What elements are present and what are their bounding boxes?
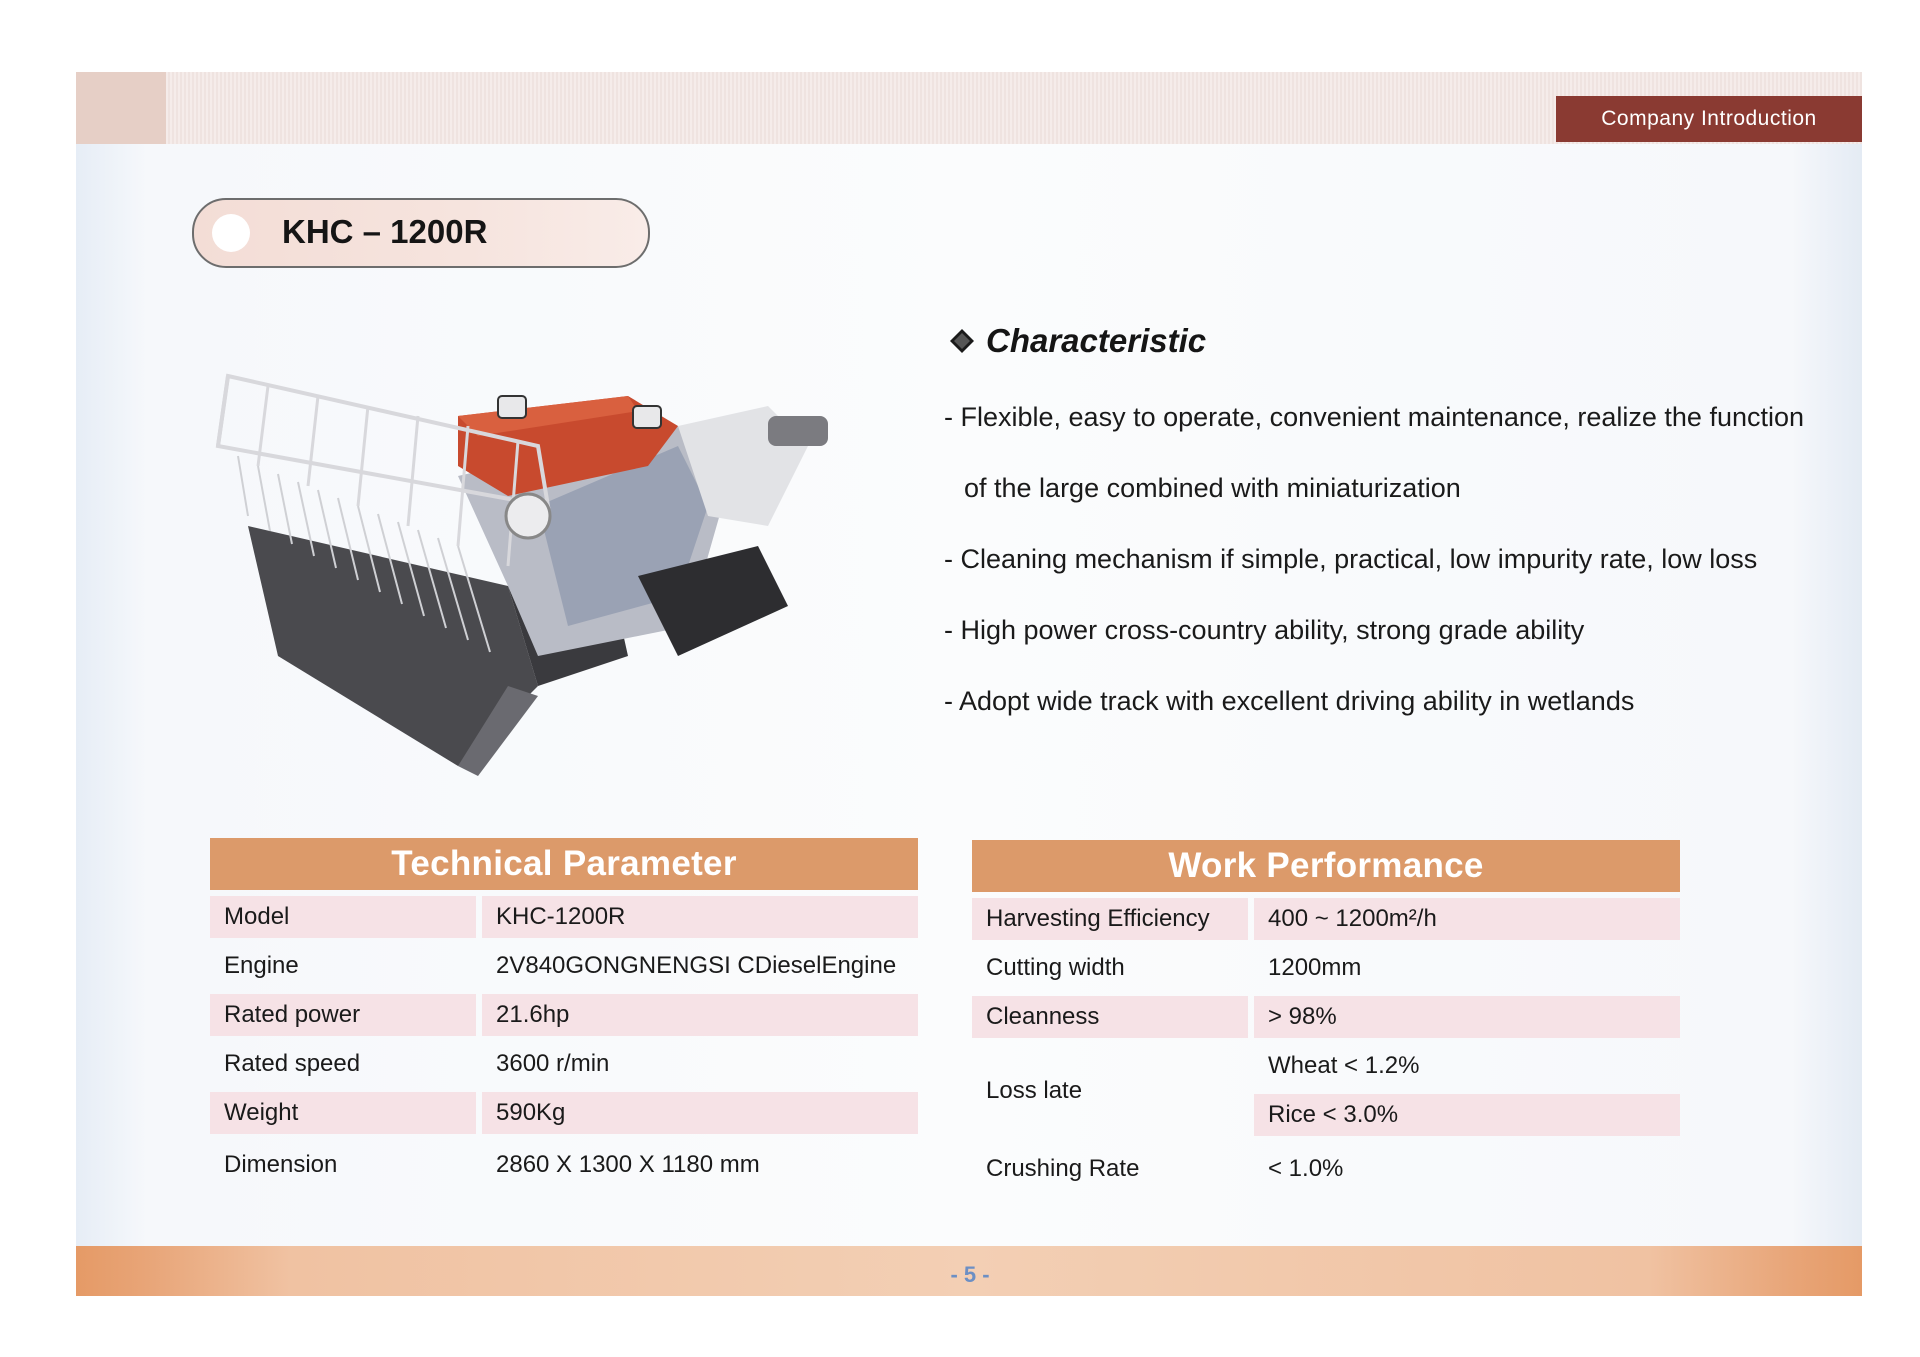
performance-label: Cleanness	[972, 996, 1248, 1038]
characteristic-line-1: - Flexible, easy to operate, convenient maintenance, realize the function	[944, 402, 1805, 432]
performance-value-wheat: Wheat < 1.2%	[1268, 1052, 1420, 1079]
table-row	[210, 896, 918, 938]
technical-value: 3600 r/min	[496, 1050, 610, 1077]
characteristic-title	[948, 322, 1206, 360]
performance-value-rice: Rice < 3.0%	[1254, 1094, 1680, 1136]
table-row	[210, 945, 918, 987]
performance-label: Cutting width	[986, 954, 1125, 981]
company-introduction-tab[interactable]: Company Introduction	[1556, 96, 1862, 142]
technical-value: 2860 X 1300 X 1180 mm	[496, 1151, 760, 1178]
page-number: - 5 -	[950, 1262, 990, 1287]
diamond-bullet-icon	[948, 327, 976, 355]
table-row	[972, 996, 1680, 1038]
characteristic-line-4: - High power cross-country ability, strong grade ability	[944, 615, 1585, 645]
performance-value: 400 ~ 1200m²/h	[1254, 898, 1680, 940]
table-row	[972, 947, 1680, 989]
technical-value: 2V840GONGNENGSI CDieselEngine	[496, 952, 897, 979]
performance-label: Crushing Rate	[986, 1155, 1140, 1182]
performance-value: > 98%	[1254, 996, 1680, 1038]
model-title-pill	[192, 198, 650, 268]
combine-harvester-image	[208, 356, 848, 776]
characteristic-line-2: of the large combined with miniaturization	[964, 473, 1461, 503]
work-performance-header: Work Performance	[972, 840, 1680, 892]
characteristic-title-text: Characteristic	[986, 322, 1207, 359]
characteristic-line-3: - Cleaning mechanism if simple, practical, low impurity rate, low loss	[944, 544, 1758, 574]
technical-label: Dimension	[224, 1151, 338, 1178]
technical-label: Engine	[224, 952, 299, 979]
technical-value: 21.6hp	[482, 994, 918, 1036]
technical-parameter-header: Technical Parameter	[210, 838, 918, 890]
table-row	[210, 994, 918, 1036]
technical-label: Weight	[210, 1092, 476, 1134]
table-row	[972, 1148, 1680, 1190]
table-row	[972, 1045, 1680, 1136]
technical-value: KHC-1200R	[482, 896, 918, 938]
technical-value: 590Kg	[482, 1092, 918, 1134]
performance-value: < 1.0%	[1268, 1155, 1344, 1182]
technical-label: Rated power	[210, 994, 476, 1036]
table-row	[210, 1092, 918, 1134]
table-row	[210, 1144, 918, 1186]
characteristic-line-5: - Adopt wide track with excellent driving ability in wetlands	[944, 686, 1635, 716]
technical-label: Model	[210, 896, 476, 938]
performance-value: 1200mm	[1268, 954, 1362, 981]
table-row	[210, 1043, 918, 1085]
model-title: KHC – 1200R	[282, 213, 488, 250]
performance-label: Loss late	[986, 1076, 1083, 1104]
table-row	[972, 898, 1680, 940]
bullet-circle-icon	[212, 214, 250, 252]
performance-label: Harvesting Efficiency	[972, 898, 1248, 940]
technical-label: Rated speed	[224, 1050, 361, 1077]
